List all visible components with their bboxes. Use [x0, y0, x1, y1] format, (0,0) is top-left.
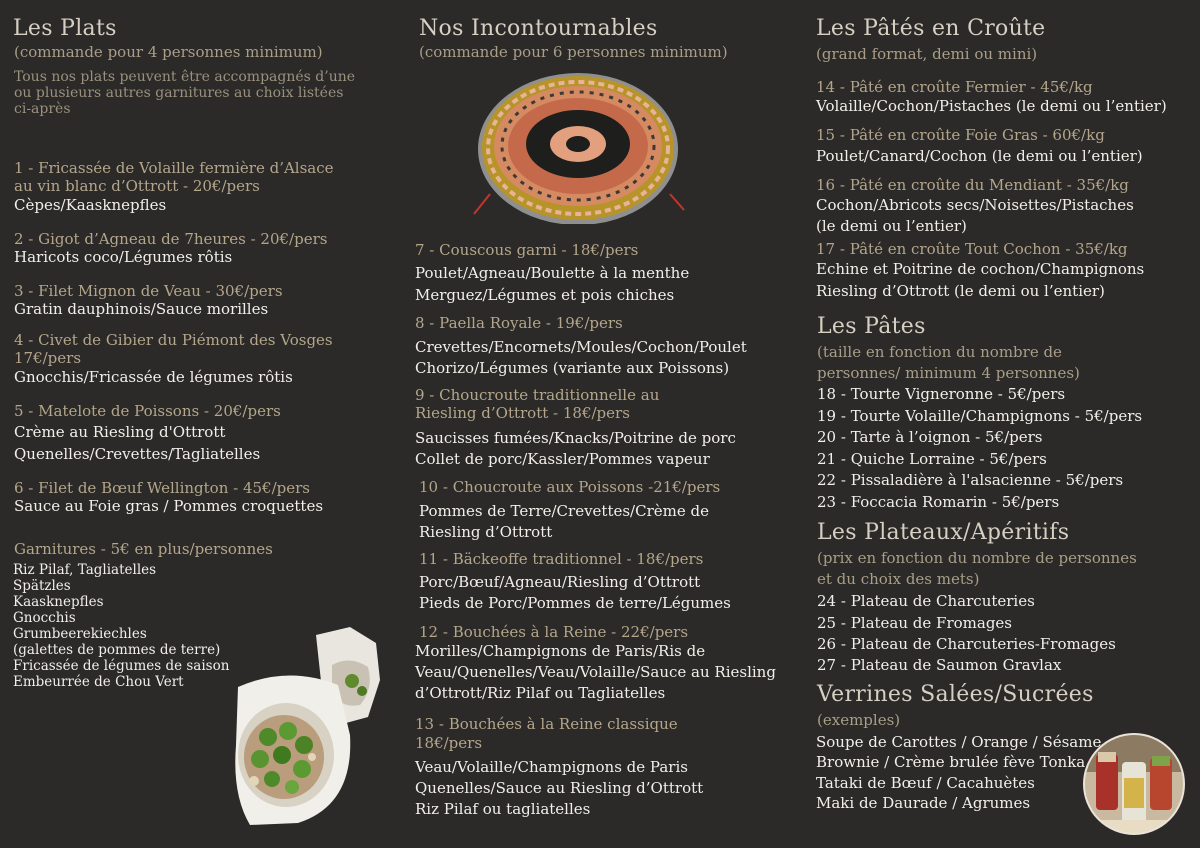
- menu-item-desc: Riz Pilaf ou tagliatelles: [415, 800, 591, 818]
- menu-item-desc: Poulet/Canard/Cochon (le demi ou l’entier): [816, 147, 1143, 165]
- list-item: 26 - Plateau de Charcuteries-Fromages: [817, 635, 1116, 653]
- menu-item-desc: Collet de porc/Kassler/Pommes vapeur: [415, 450, 710, 468]
- menu-item-name: Riesling d’Ottrott - 18€/pers: [415, 404, 630, 422]
- menu-item-name: 12 - Bouchées à la Reine - 22€/pers: [419, 623, 689, 641]
- menu-item-desc: Pieds de Porc/Pommes de terre/Légumes: [419, 594, 731, 612]
- menu-item-desc: Porc/Bœuf/Agneau/Riesling d’Ottrott: [419, 573, 701, 591]
- section-subtitle-pates: (taille en fonction du nombre de: [817, 343, 1062, 361]
- menu-item-desc: Riesling d’Ottrott: [419, 523, 553, 541]
- menu-item-name: 17 - Pâté en croûte Tout Cochon - 35€/kg: [816, 240, 1128, 258]
- garniture-item: Gnocchis: [13, 610, 76, 626]
- menu-item-desc: Gratin dauphinois/Sauce morilles: [14, 300, 269, 318]
- menu-item-desc: Pommes de Terre/Crevettes/Crème de: [419, 502, 709, 520]
- menu-item-name: 5 - Matelote de Poissons - 20€/pers: [14, 402, 281, 420]
- garnitures-title: Garnitures - 5€ en plus/personnes: [14, 540, 273, 558]
- menu-item-desc: Volaille/Cochon/Pistaches (le demi ou l’entier): [816, 97, 1167, 115]
- list-item: 23 - Foccacia Romarin - 5€/pers: [817, 493, 1060, 511]
- menu-item-desc: d’Ottrott/Riz Pilaf ou Tagliatelles: [415, 684, 666, 702]
- garniture-item: Kaasknepfles: [13, 594, 104, 610]
- menu-item-desc: Saucisses fumées/Knacks/Poitrine de porc: [415, 429, 736, 447]
- menu-item-name: 15 - Pâté en croûte Foie Gras - 60€/kg: [816, 126, 1105, 144]
- list-item: 25 - Plateau de Fromages: [817, 614, 1012, 632]
- menu-item-name: 8 - Paella Royale - 19€/pers: [415, 314, 623, 332]
- menu-item-desc: Riesling d’Ottrott (le demi ou l’entier): [816, 282, 1105, 300]
- menu-item-desc: Merguez/Légumes et pois chiches: [415, 286, 675, 304]
- section-subtitle-plateaux: et du choix des mets): [817, 570, 980, 588]
- menu-item-desc: Cèpes/Kaasknepfles: [14, 196, 167, 214]
- menu-item-desc: Poulet/Agneau/Boulette à la menthe: [415, 264, 690, 282]
- menu-item-desc: Crevettes/Encornets/Moules/Cochon/Poulet: [415, 338, 747, 356]
- list-item: Brownie / Crème brulée fève Tonka: [816, 753, 1086, 771]
- section-subtitle-plateaux: (prix en fonction du nombre de personnes: [817, 549, 1137, 567]
- menu-item-name: 11 - Bäckeoffe traditionnel - 18€/pers: [419, 550, 704, 568]
- menu-item-name: 6 - Filet de Bœuf Wellington - 45€/pers: [14, 479, 310, 497]
- section-subtitle-incontournables: (commande pour 6 personnes minimum): [419, 43, 728, 61]
- menu-item-desc: Haricots coco/Légumes rôtis: [14, 248, 233, 266]
- list-item: 20 - Tarte à l’oignon - 5€/pers: [817, 428, 1043, 446]
- list-item: Soupe de Carottes / Orange / Sésame: [816, 733, 1102, 751]
- menu-item-desc: Gnocchis/Fricassée de légumes rôtis: [14, 368, 293, 386]
- menu-item-desc: Quenelles/Crevettes/Tagliatelles: [14, 445, 261, 463]
- menu-item-name: au vin blanc d’Ottrott - 20€/pers: [14, 177, 260, 195]
- list-item: Tataki de Bœuf / Cacahuètes: [816, 774, 1035, 792]
- menu-item-desc: (le demi ou l’entier): [816, 217, 967, 235]
- menu-item-name: 17€/pers: [14, 349, 82, 367]
- section-subtitle-verrines: (exemples): [817, 711, 901, 729]
- section-title-pates: Les Pâtes: [817, 314, 926, 339]
- menu-item-desc: Sauce au Foie gras / Pommes croquettes: [14, 497, 324, 515]
- section-title-verrines: Verrines Salées/Sucrées: [817, 682, 1094, 707]
- section-title-plats: Les Plats: [13, 16, 117, 41]
- menu-item-name: 7 - Couscous garni - 18€/pers: [415, 241, 639, 259]
- menu-item-desc: Veau/Volaille/Champignons de Paris: [415, 758, 688, 776]
- list-item: 24 - Plateau de Charcuteries: [817, 592, 1035, 610]
- menu-item-name: 2 - Gigot d’Agneau de 7heures - 20€/pers: [14, 230, 328, 248]
- section-title-plateaux: Les Plateaux/Apéritifs: [817, 520, 1070, 545]
- section-subtitle-plats: (commande pour 4 personnes minimum): [14, 43, 323, 61]
- garniture-item: Fricassée de légumes de saison: [13, 658, 230, 674]
- menu-item-name: 13 - Bouchées à la Reine classique: [415, 715, 678, 733]
- menu-item-name: 10 - Choucroute aux Poissons -21€/pers: [419, 478, 721, 496]
- menu-item-name: 14 - Pâté en croûte Fermier - 45€/kg: [816, 78, 1093, 96]
- menu-item-name: 3 - Filet Mignon de Veau - 30€/pers: [14, 282, 283, 300]
- list-item: 21 - Quiche Lorraine - 5€/pers: [817, 450, 1047, 468]
- menu-item-desc: Cochon/Abricots secs/Noisettes/Pistaches: [816, 196, 1134, 214]
- paella-photo: [470, 64, 690, 224]
- menu-item-name: 16 - Pâté en croûte du Mendiant - 35€/kg: [816, 176, 1129, 194]
- menu-item-name: 9 - Choucroute traditionnelle au: [415, 386, 660, 404]
- menu-item-desc: Quenelles/Sauce au Riesling d’Ottrott: [415, 779, 704, 797]
- section-subtitle-pates: personnes/ minimum 4 personnes): [817, 364, 1080, 382]
- verrines-photo: [1082, 732, 1186, 836]
- menu-item-name: 1 - Fricassée de Volaille fermière d’Alsace: [14, 159, 334, 177]
- garniture-item: Riz Pilaf, Tagliatelles: [13, 562, 157, 578]
- menu-item-desc: Echine et Poitrine de cochon/Champignons: [816, 260, 1145, 278]
- section-title-incontournables: Nos Incontournables: [419, 16, 658, 41]
- menu-item-desc: Crème au Riesling d'Ottrott: [14, 423, 226, 441]
- list-item: 27 - Plateau de Saumon Gravlax: [817, 656, 1062, 674]
- section-title-pates-croute: Les Pâtés en Croûte: [816, 16, 1046, 41]
- list-item: 22 - Pissaladière à l'alsacienne - 5€/pers: [817, 471, 1124, 489]
- list-item: 19 - Tourte Volaille/Champignons - 5€/pers: [817, 407, 1143, 425]
- dish-photo: [228, 625, 388, 830]
- garniture-item: Grumbeerekiechles: [13, 626, 147, 642]
- list-item: Maki de Daurade / Agrumes: [816, 794, 1031, 812]
- garniture-item: Spätzles: [13, 578, 71, 594]
- garniture-item: (galettes de pommes de terre): [13, 642, 221, 658]
- list-item: 18 - Tourte Vigneronne - 5€/pers: [817, 385, 1066, 403]
- menu-item-name: 4 - Civet de Gibier du Piémont des Vosges: [14, 331, 333, 349]
- garniture-item: Embeurrée de Chou Vert: [13, 674, 184, 690]
- menu-item-desc: Morilles/Champignons de Paris/Ris de: [415, 642, 706, 660]
- menu-item-desc: Veau/Quenelles/Veau/Volaille/Sauce au Riesling: [415, 663, 776, 681]
- menu-item-name: 18€/pers: [415, 734, 483, 752]
- menu-item-desc: Chorizo/Légumes (variante aux Poissons): [415, 359, 730, 377]
- section-subtitle-pates-croute: (grand format, demi ou mini): [816, 45, 1038, 63]
- plats-note: Tous nos plats peuvent être accompagnés d’une ou plusieurs autres garnitures au choix listées ci-après: [14, 69, 356, 117]
